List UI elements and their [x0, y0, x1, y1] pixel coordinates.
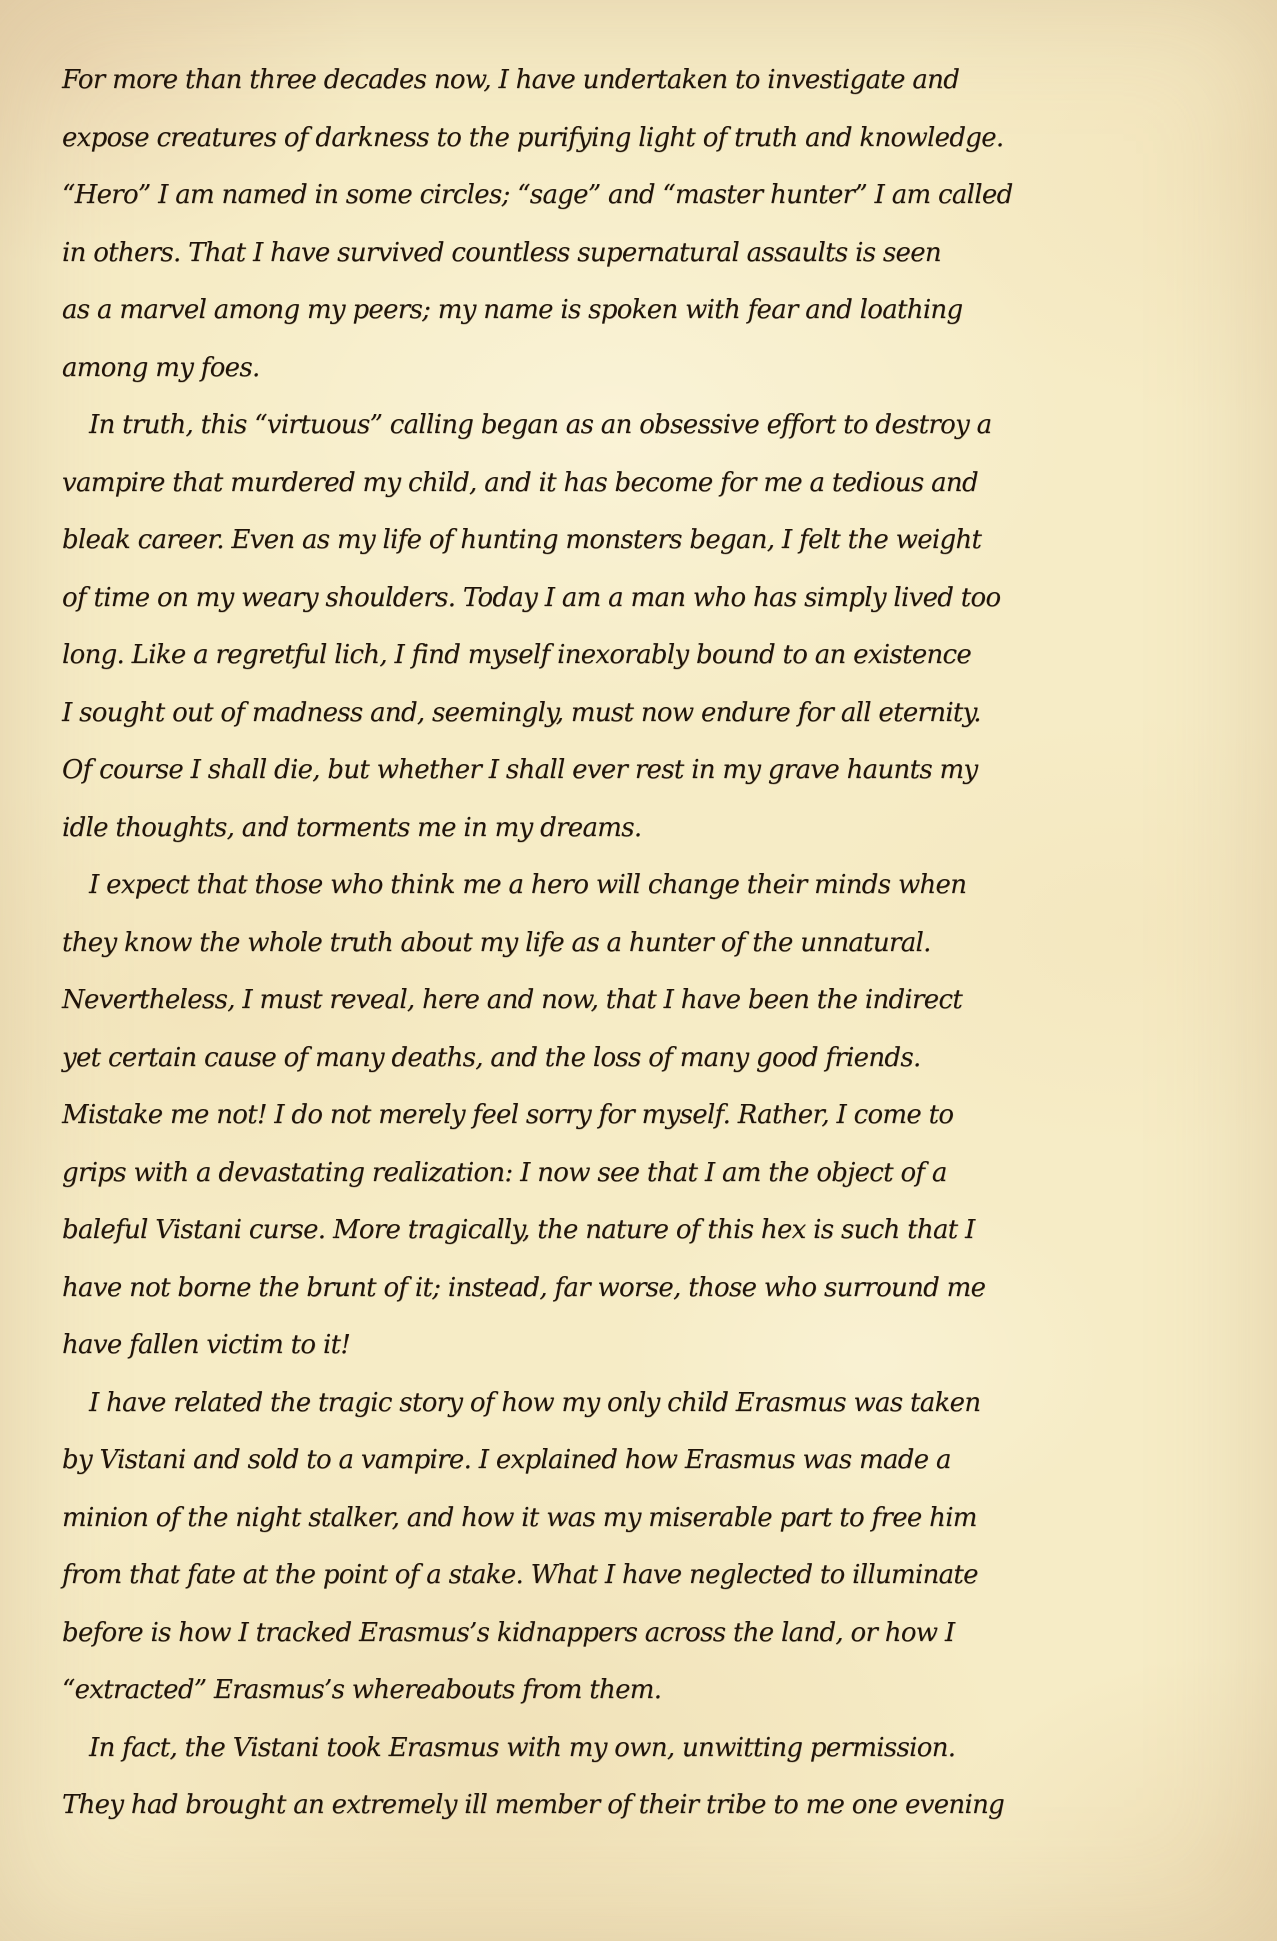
text-line: I have related the tragic story of how my only child Erasmus was taken [89, 1387, 981, 1418]
text-line: For more than three decades now, I have undertaken to investigate and [62, 65, 960, 95]
text-line: In truth, this “virtuous” calling began as an obsessive effort to destroy a [89, 410, 992, 440]
text-line: Mistake me not! I do not merely feel sorry for myself. Rather, I come to [62, 1100, 954, 1130]
text-line: I expect that those who think me a hero will change their minds when [89, 870, 967, 900]
text-line: “Hero” I am named in some circles; “sage” and “master hunter” I am called [62, 180, 1013, 210]
text-line: idle thoughts, and torments me in my dreams. [62, 812, 642, 843]
text-line: I sought out of madness and, seemingly, must now endure for all eternity. [62, 697, 981, 728]
text-line: before is how I tracked Erasmus’s kidnappers across the land, or how I [62, 1617, 955, 1648]
text-line: grips with a devastating realization: I now see that I am the object of a [62, 1157, 947, 1188]
text-line: long. Like a regretful lich, I find myself inexorably bound to an existence [62, 640, 972, 670]
text-line: “extracted” Erasmus’s whereabouts from them. [62, 1675, 662, 1705]
text-line: Of course I shall die, but whether I shall ever rest in my grave haunts my [62, 755, 978, 785]
text-line: They had brought an extremely ill member of their tribe to me one evening [62, 1790, 1005, 1820]
text-line: as a marvel among my peers; my name is spoken with fear and loathing [62, 295, 963, 325]
text-line: baleful Vistani curse. More tragically, the nature of this hex is such that I [62, 1215, 975, 1245]
text-line: from that fate at the point of a stake. What I have neglected to illuminate [62, 1560, 978, 1590]
text-line: of time on my weary shoulders. Today I am a man who has simply lived too [62, 582, 1001, 613]
text-line: among my foes. [62, 352, 260, 383]
text-line: have fallen victim to it! [62, 1330, 351, 1360]
text-line: in others. That I have survived countless supernatural assaults is seen [62, 237, 941, 268]
text-line: expose creatures of darkness to the purifying light of truth and knowledge. [62, 122, 1004, 153]
text-line: by Vistani and sold to a vampire. I explained how Erasmus was made a [62, 1445, 951, 1475]
text-line: In fact, the Vistani took Erasmus with my own, unwitting permission. [89, 1732, 956, 1763]
text-line: they know the whole truth about my life as a hunter of the unnatural. [62, 927, 931, 958]
text-line: yet certain cause of many deaths, and the loss of many good friends. [62, 1042, 921, 1073]
text-line: minion of the night stalker, and how it was my miserable part to free him [62, 1502, 977, 1533]
text-line: have not borne the brunt of it; instead, far worse, those who surround me [62, 1272, 986, 1303]
text-line: bleak career. Even as my life of hunting monsters began, I felt the weight [62, 525, 982, 555]
text-line: vampire that murdered my child, and it has become for me a tedious and [62, 467, 978, 498]
text-line: Nevertheless, I must reveal, here and now, that I have been the indirect [62, 985, 963, 1015]
journal-text [62, 52, 1222, 1835]
